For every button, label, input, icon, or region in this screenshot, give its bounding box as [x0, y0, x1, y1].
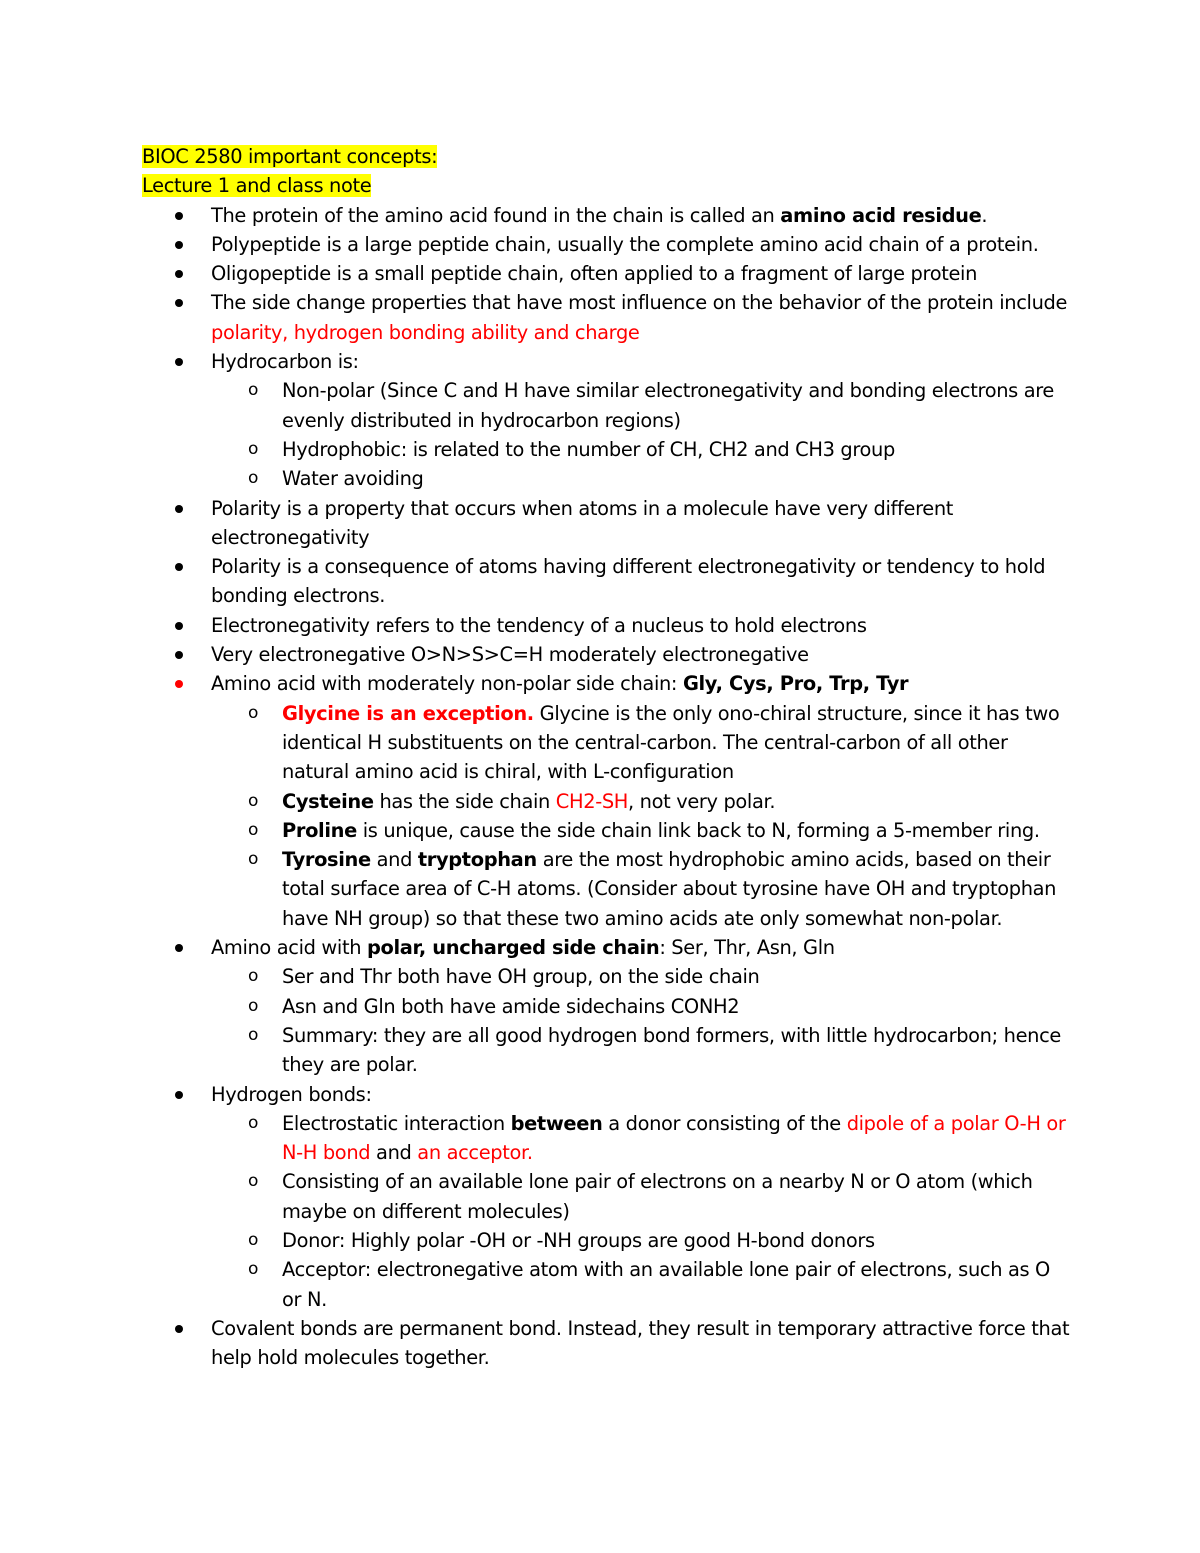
item-text: Hydrogen bonds:: [211, 1082, 372, 1106]
list-item: [142, 933, 1072, 1079]
sub-item-text: Summary: they are all good hydrogen bond formers, with little hydrocarbon; hence they are polar.: [282, 1023, 1061, 1077]
page-subtitle: [142, 171, 1072, 200]
sub-item-bold-term: Proline: [282, 818, 357, 842]
item-text: .: [981, 203, 988, 227]
sub-item-text: and: [370, 848, 418, 872]
sub-item-text: Electrostatic interaction: [282, 1111, 511, 1135]
circle-bullet-icon: o: [248, 1259, 259, 1280]
sub-item-bold-term: Cysteine: [282, 789, 374, 813]
item-text: : Ser, Thr, Asn, Gln: [659, 936, 835, 960]
sub-list-item: [211, 435, 1072, 464]
sub-list-item: [211, 699, 1072, 787]
list-item: [142, 201, 1072, 230]
sub-item-red-text: dipole of a polar O-H or N-H bond: [282, 1111, 1066, 1165]
circle-bullet-icon: o: [248, 1229, 259, 1250]
sub-list-item: [211, 1167, 1072, 1226]
sub-list-item: [211, 992, 1072, 1021]
circle-bullet-icon: o: [248, 438, 259, 459]
sub-item-text: Asn and Gln both have amide sidechains CONH2: [282, 994, 740, 1018]
concept-list: [142, 201, 1072, 1373]
sub-item-text: Water avoiding: [282, 467, 424, 491]
bullet-icon: [175, 944, 183, 952]
sub-item-text: , not very polar.: [628, 789, 776, 813]
item-text: Hydrocarbon is:: [211, 350, 359, 374]
sub-item-bold-term: between: [510, 1111, 603, 1135]
item-text: The protein of the amino acid found in the chain is called an: [211, 203, 781, 227]
sub-list-item: [211, 845, 1072, 933]
item-text: Polarity is a consequence of atoms having different electronegativity or tendency to hold bonding electrons.: [211, 555, 1046, 608]
item-bold-term: polar, uncharged side chain: [366, 936, 660, 960]
red-bullet-icon: [175, 680, 183, 688]
sub-item-bold-term: Tyrosine: [282, 848, 371, 872]
item-bold-term: Gly, Cys, Pro, Trp, Tyr: [682, 672, 909, 696]
item-red-text: polarity, hydrogen bonding ability and charge: [211, 320, 640, 344]
bullet-icon: [175, 212, 183, 220]
title-highlight: BIOC 2580 important concepts:: [142, 145, 438, 168]
page-title: [142, 142, 1072, 171]
item-text: Polarity is a property that occurs when atoms in a molecule have very different electronegativity: [211, 496, 954, 549]
sub-list: [211, 376, 1072, 493]
list-item: [142, 1314, 1072, 1373]
list-item: [142, 552, 1072, 611]
list-item: [142, 611, 1072, 640]
bullet-icon: [175, 270, 183, 278]
bullet-icon: [175, 299, 183, 307]
sub-list-item: [211, 1109, 1072, 1168]
sub-list-item: [211, 1021, 1072, 1080]
circle-bullet-icon: o: [248, 849, 259, 870]
sub-item-text: Hydrophobic: is related to the number of CH, CH2 and CH3 group: [282, 437, 895, 461]
list-item: [142, 230, 1072, 259]
item-text: Electronegativity refers to the tendency of a nucleus to hold electrons: [211, 613, 867, 637]
sub-item-red-text: CH2-SH: [555, 789, 629, 813]
circle-bullet-icon: o: [248, 819, 259, 840]
bullet-icon: [175, 241, 183, 249]
sub-item-text: Ser and Thr both have OH group, on the side chain: [282, 965, 760, 989]
circle-bullet-icon: o: [248, 1024, 259, 1045]
circle-bullet-icon: o: [248, 1112, 259, 1133]
sub-list-item: [211, 376, 1072, 435]
list-item: [142, 288, 1072, 347]
sub-item-text: Non-polar (Since C and H have similar electronegativity and bonding electrons are evenly distributed in hydrocarbon regions): [282, 379, 1055, 432]
sub-list: [211, 699, 1072, 933]
sub-item-red-text: an acceptor.: [417, 1141, 533, 1165]
bullet-icon: [175, 358, 183, 366]
bullet-icon: [175, 505, 183, 513]
notes-body: [142, 142, 1072, 1372]
list-item: [142, 347, 1072, 493]
item-text: Polypeptide is a large peptide chain, usually the complete amino acid chain of a protein.: [211, 232, 1039, 256]
list-item: [142, 640, 1072, 669]
sub-list-item: [211, 1226, 1072, 1255]
sub-list-item: [211, 962, 1072, 991]
sub-item-text: and: [370, 1141, 418, 1165]
circle-bullet-icon: o: [248, 995, 259, 1016]
sub-item-bold-term: tryptophan: [417, 848, 537, 872]
list-item: [142, 259, 1072, 288]
list-item: [142, 494, 1072, 553]
list-item: [142, 669, 1072, 933]
item-text: Very electronegative O>N>S>C=H moderately electronegative: [211, 643, 809, 667]
sub-item-text: has the side chain: [373, 789, 556, 813]
list-item: [142, 1080, 1072, 1314]
circle-bullet-icon: o: [248, 380, 259, 401]
bullet-icon: [175, 651, 183, 659]
item-text: Oligopeptide is a small peptide chain, often applied to a fragment of large protein: [211, 262, 978, 286]
item-text: Covalent bonds are permanent bond. Instead, they result in temporary attractive force that help hold molecules together.: [211, 1316, 1070, 1370]
sub-list: [211, 1109, 1072, 1314]
sub-list-item: [211, 787, 1072, 816]
bullet-icon: [175, 563, 183, 571]
sub-list-item: [211, 1255, 1072, 1314]
sub-list-item: [211, 464, 1072, 493]
subtitle-highlight: Lecture 1 and class note: [142, 174, 372, 198]
sub-item-text: Donor: Highly polar -OH or -NH groups are good H-bond donors: [282, 1228, 875, 1252]
bullet-icon: [175, 622, 183, 630]
sub-list-item: [211, 816, 1072, 845]
sub-item-red-bold: Glycine is an exception.: [282, 701, 534, 725]
circle-bullet-icon: o: [248, 468, 259, 489]
sub-list: [211, 962, 1072, 1079]
sub-item-text: Acceptor: electronegative atom with an available lone pair of electrons, such as O or N.: [282, 1258, 1050, 1311]
item-text: Amino acid with moderately non-polar side chain:: [211, 672, 683, 696]
sub-item-text: are the most hydrophobic amino acids, based on their total surface area of C-H atoms. (Consider about tyrosine have OH and tryptophan have NH group) so that these two amino acids ate only somewhat non-polar.: [282, 848, 1057, 930]
sub-item-text: Consisting of an available lone pair of electrons on a nearby N or O atom (which maybe on different molecules): [282, 1170, 1033, 1223]
item-bold-term: amino acid residue: [780, 203, 982, 227]
item-text: Amino acid with: [211, 936, 367, 960]
bullet-icon: [175, 1325, 183, 1333]
item-text: The side change properties that have most influence on the behavior of the protein include: [211, 291, 1068, 315]
sub-item-text: a donor consisting of the: [602, 1111, 847, 1135]
circle-bullet-icon: o: [248, 1171, 259, 1192]
circle-bullet-icon: o: [248, 702, 259, 723]
bullet-icon: [175, 1091, 183, 1099]
circle-bullet-icon: o: [248, 790, 259, 811]
circle-bullet-icon: o: [248, 966, 259, 987]
sub-item-text: Glycine is the only ono-chiral structure, since it has two identical H substituents on the central-carbon. The central-carbon of all other natural amino acid is chiral, with L-configuration: [282, 701, 1060, 784]
sub-item-text: is unique, cause the side chain link back to N, forming a 5-member ring.: [356, 818, 1040, 842]
